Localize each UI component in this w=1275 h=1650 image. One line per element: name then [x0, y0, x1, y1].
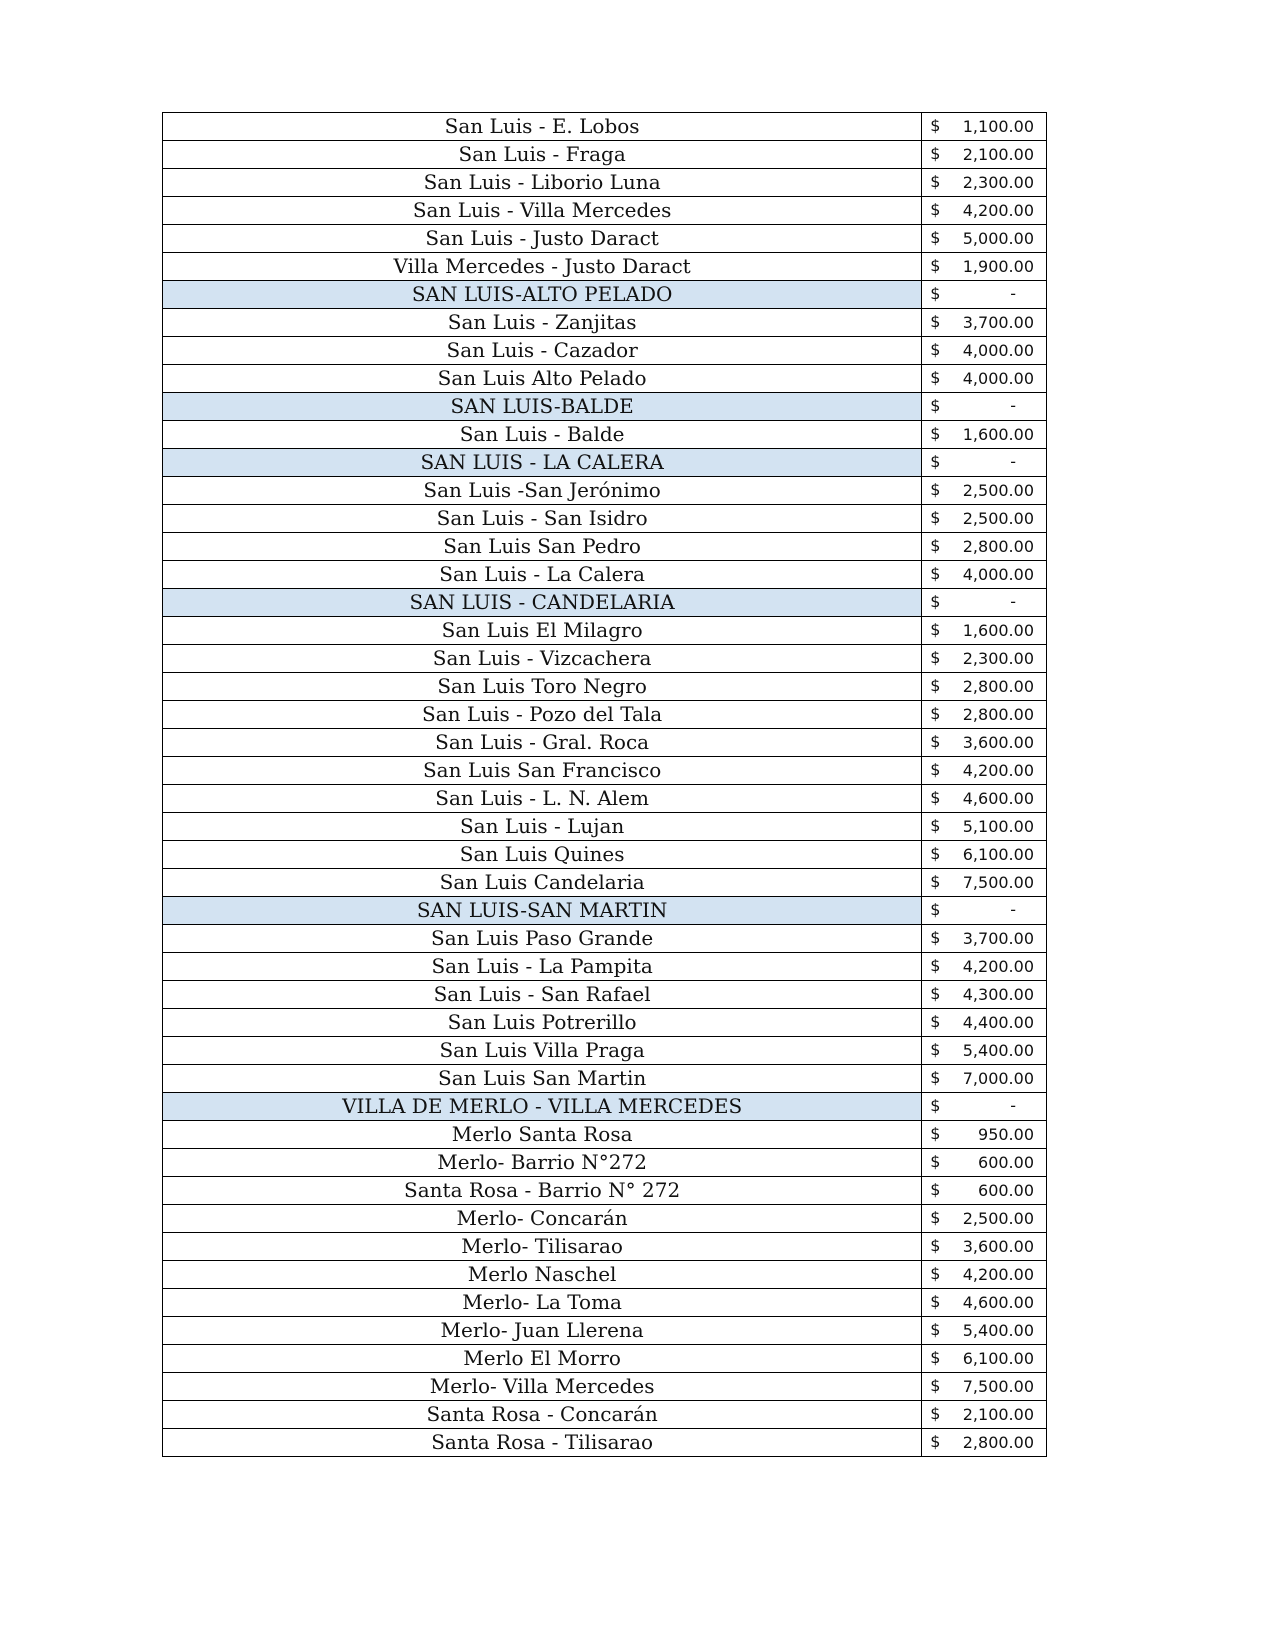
amount-value: 5,400.00 [962, 1041, 1034, 1060]
table-row [163, 1401, 1047, 1429]
amount-value: 6,100.00 [962, 1349, 1034, 1368]
currency-symbol: $ [930, 1264, 941, 1283]
fare-table [162, 112, 1047, 1457]
table-row [163, 1149, 1047, 1177]
amount-value: 5,100.00 [962, 817, 1034, 836]
section-header-cell: SAN LUIS-BALDE [163, 393, 922, 421]
amount-cell [922, 841, 1047, 869]
amount-value: 2,300.00 [962, 649, 1034, 668]
table-row [163, 785, 1047, 813]
route-cell: Merlo El Morro [163, 1345, 922, 1373]
table-row [163, 673, 1047, 701]
route-cell: San Luis - Liborio Luna [163, 169, 922, 197]
currency-symbol: $ [930, 480, 941, 499]
amount-cell [922, 225, 1047, 253]
amount-cell [922, 1429, 1047, 1457]
currency-symbol: $ [930, 1236, 941, 1255]
table-row [163, 337, 1047, 365]
table-row [163, 1345, 1047, 1373]
amount-cell [922, 1149, 1047, 1177]
section-header-cell: SAN LUIS-SAN MARTIN [163, 897, 922, 925]
currency-symbol: $ [930, 1040, 941, 1059]
currency-symbol: $ [930, 1376, 941, 1395]
currency-symbol: $ [930, 256, 941, 275]
currency-symbol: $ [930, 984, 941, 1003]
currency-symbol: $ [930, 452, 941, 471]
amount-cell [922, 1093, 1047, 1121]
amount-cell [922, 197, 1047, 225]
section-header-cell: VILLA DE MERLO - VILLA MERCEDES [163, 1093, 922, 1121]
route-cell: San Luis - Gral. Roca [163, 729, 922, 757]
currency-symbol: $ [930, 1180, 941, 1199]
route-cell: San Luis - La Calera [163, 561, 922, 589]
amount-cell [922, 1345, 1047, 1373]
currency-symbol: $ [930, 844, 941, 863]
table-row [163, 197, 1047, 225]
amount-value: 3,700.00 [962, 313, 1034, 332]
currency-symbol: $ [930, 368, 941, 387]
route-cell: Merlo- Tilisarao [163, 1233, 922, 1261]
route-cell: Merlo- Juan Llerena [163, 1317, 922, 1345]
currency-symbol: $ [930, 1012, 941, 1031]
currency-symbol: $ [930, 1096, 941, 1115]
table-row [163, 253, 1047, 281]
currency-symbol: $ [930, 508, 941, 527]
amount-cell [922, 281, 1047, 309]
currency-symbol: $ [930, 956, 941, 975]
amount-value: 1,600.00 [962, 621, 1034, 640]
amount-value: 5,000.00 [962, 229, 1034, 248]
currency-symbol: $ [930, 424, 941, 443]
table-row [163, 113, 1047, 141]
currency-symbol: $ [930, 284, 941, 303]
section-header-row [163, 897, 1047, 925]
table-row [163, 1233, 1047, 1261]
amount-value: 4,400.00 [962, 1013, 1034, 1032]
route-cell: San Luis - San Isidro [163, 505, 922, 533]
table-row [163, 1429, 1047, 1457]
table-row [163, 421, 1047, 449]
amount-cell [922, 1121, 1047, 1149]
amount-value: 2,800.00 [962, 537, 1034, 556]
route-cell: San Luis Toro Negro [163, 673, 922, 701]
amount-value: 2,100.00 [962, 145, 1034, 164]
amount-cell [922, 981, 1047, 1009]
route-cell: San Luis Candelaria [163, 869, 922, 897]
currency-symbol: $ [930, 312, 941, 331]
amount-cell [922, 729, 1047, 757]
table-row [163, 533, 1047, 561]
table-row [163, 225, 1047, 253]
amount-value: 4,000.00 [962, 369, 1034, 388]
currency-symbol: $ [930, 592, 941, 611]
amount-cell [922, 421, 1047, 449]
route-cell: San Luis -San Jerónimo [163, 477, 922, 505]
table-row [163, 813, 1047, 841]
route-cell: Santa Rosa - Barrio N° 272 [163, 1177, 922, 1205]
amount-cell [922, 869, 1047, 897]
amount-cell [922, 785, 1047, 813]
amount-value: - [1010, 284, 1016, 303]
currency-symbol: $ [930, 732, 941, 751]
amount-value: 4,300.00 [962, 985, 1034, 1004]
amount-value: 2,800.00 [962, 1433, 1034, 1452]
amount-cell [922, 113, 1047, 141]
table-row [163, 617, 1047, 645]
table-row [163, 645, 1047, 673]
amount-value: 2,300.00 [962, 173, 1034, 192]
route-cell: San Luis El Milagro [163, 617, 922, 645]
currency-symbol: $ [930, 1292, 941, 1311]
currency-symbol: $ [930, 340, 941, 359]
currency-symbol: $ [930, 536, 941, 555]
amount-cell [922, 757, 1047, 785]
route-cell: San Luis - San Rafael [163, 981, 922, 1009]
amount-value: 950.00 [978, 1125, 1034, 1144]
amount-cell [922, 813, 1047, 841]
amount-value: 1,100.00 [962, 117, 1034, 136]
route-cell: Santa Rosa - Tilisarao [163, 1429, 922, 1457]
amount-cell [922, 701, 1047, 729]
amount-value: - [1010, 452, 1016, 471]
amount-cell [922, 1289, 1047, 1317]
amount-value: 4,200.00 [962, 1265, 1034, 1284]
table-row [163, 1261, 1047, 1289]
table-row [163, 1065, 1047, 1093]
amount-value: - [1010, 1096, 1016, 1115]
table-row [163, 1121, 1047, 1149]
amount-cell [922, 1065, 1047, 1093]
amount-cell [922, 1317, 1047, 1345]
route-cell: San Luis - Villa Mercedes [163, 197, 922, 225]
amount-cell [922, 1009, 1047, 1037]
amount-cell [922, 449, 1047, 477]
amount-cell [922, 1205, 1047, 1233]
table-row [163, 1373, 1047, 1401]
table-row [163, 701, 1047, 729]
currency-symbol: $ [930, 1124, 941, 1143]
currency-symbol: $ [930, 704, 941, 723]
table-row [163, 561, 1047, 589]
currency-symbol: $ [930, 116, 941, 135]
amount-value: - [1010, 396, 1016, 415]
route-cell: Merlo- Concarán [163, 1205, 922, 1233]
table-row [163, 141, 1047, 169]
table-row [163, 953, 1047, 981]
amount-value: 2,500.00 [962, 1209, 1034, 1228]
route-cell: Merlo- Barrio N°272 [163, 1149, 922, 1177]
currency-symbol: $ [930, 564, 941, 583]
section-header-cell: SAN LUIS - CANDELARIA [163, 589, 922, 617]
currency-symbol: $ [930, 900, 941, 919]
currency-symbol: $ [930, 1068, 941, 1087]
currency-symbol: $ [930, 1348, 941, 1367]
amount-cell [922, 589, 1047, 617]
route-cell: Villa Mercedes - Justo Daract [163, 253, 922, 281]
amount-value: 1,600.00 [962, 425, 1034, 444]
amount-value: 4,200.00 [962, 761, 1034, 780]
amount-value: 2,100.00 [962, 1405, 1034, 1424]
currency-symbol: $ [930, 620, 941, 639]
table-row [163, 869, 1047, 897]
table-row [163, 477, 1047, 505]
amount-cell [922, 337, 1047, 365]
amount-value: 4,000.00 [962, 341, 1034, 360]
amount-cell [922, 617, 1047, 645]
table-row [163, 981, 1047, 1009]
amount-value: 7,500.00 [962, 1377, 1034, 1396]
route-cell: San Luis Quines [163, 841, 922, 869]
amount-cell [922, 533, 1047, 561]
route-cell: San Luis San Martin [163, 1065, 922, 1093]
route-cell: San Luis - Vizcachera [163, 645, 922, 673]
section-header-row [163, 393, 1047, 421]
amount-cell [922, 393, 1047, 421]
route-cell: San Luis - L. N. Alem [163, 785, 922, 813]
section-header-cell: SAN LUIS-ALTO PELADO [163, 281, 922, 309]
currency-symbol: $ [930, 1432, 941, 1451]
amount-value: 4,600.00 [962, 1293, 1034, 1312]
amount-cell [922, 645, 1047, 673]
route-cell: San Luis - Lujan [163, 813, 922, 841]
amount-value: 4,200.00 [962, 957, 1034, 976]
route-cell: San Luis - Pozo del Tala [163, 701, 922, 729]
table-row [163, 841, 1047, 869]
currency-symbol: $ [930, 200, 941, 219]
table-row [163, 1317, 1047, 1345]
amount-cell [922, 953, 1047, 981]
table-row [163, 1205, 1047, 1233]
table-row [163, 1009, 1047, 1037]
amount-value: 3,700.00 [962, 929, 1034, 948]
route-cell: Merlo Naschel [163, 1261, 922, 1289]
amount-cell [922, 1233, 1047, 1261]
fare-table-body [163, 113, 1047, 1457]
amount-value: 3,600.00 [962, 733, 1034, 752]
route-cell: San Luis - La Pampita [163, 953, 922, 981]
section-header-row [163, 1093, 1047, 1121]
table-row [163, 729, 1047, 757]
section-header-row [163, 449, 1047, 477]
amount-cell [922, 141, 1047, 169]
currency-symbol: $ [930, 144, 941, 163]
amount-cell [922, 477, 1047, 505]
amount-cell [922, 561, 1047, 589]
amount-value: 2,800.00 [962, 705, 1034, 724]
table-row [163, 1037, 1047, 1065]
amount-cell [922, 1401, 1047, 1429]
currency-symbol: $ [930, 872, 941, 891]
amount-value: - [1010, 900, 1016, 919]
section-header-row [163, 281, 1047, 309]
currency-symbol: $ [930, 228, 941, 247]
amount-value: 2,500.00 [962, 481, 1034, 500]
amount-value: 2,500.00 [962, 509, 1034, 528]
table-row [163, 757, 1047, 785]
route-cell: San Luis - Zanjitas [163, 309, 922, 337]
currency-symbol: $ [930, 928, 941, 947]
amount-value: 600.00 [978, 1181, 1034, 1200]
amount-cell [922, 1261, 1047, 1289]
amount-cell [922, 365, 1047, 393]
table-row [163, 1289, 1047, 1317]
amount-value: 600.00 [978, 1153, 1034, 1172]
route-cell: San Luis - E. Lobos [163, 113, 922, 141]
currency-symbol: $ [930, 1152, 941, 1171]
currency-symbol: $ [930, 1208, 941, 1227]
route-cell: San Luis Paso Grande [163, 925, 922, 953]
currency-symbol: $ [930, 172, 941, 191]
route-cell: Merlo- Villa Mercedes [163, 1373, 922, 1401]
amount-value: 7,500.00 [962, 873, 1034, 892]
route-cell: Merlo Santa Rosa [163, 1121, 922, 1149]
amount-value: 4,600.00 [962, 789, 1034, 808]
currency-symbol: $ [930, 1404, 941, 1423]
table-row [163, 309, 1047, 337]
amount-value: 3,600.00 [962, 1237, 1034, 1256]
currency-symbol: $ [930, 816, 941, 835]
route-cell: Merlo- La Toma [163, 1289, 922, 1317]
amount-cell [922, 253, 1047, 281]
route-cell: San Luis Alto Pelado [163, 365, 922, 393]
table-row [163, 925, 1047, 953]
amount-cell [922, 673, 1047, 701]
route-cell: San Luis San Francisco [163, 757, 922, 785]
amount-cell [922, 169, 1047, 197]
section-header-cell: SAN LUIS - LA CALERA [163, 449, 922, 477]
amount-value: 4,000.00 [962, 565, 1034, 584]
section-header-row [163, 589, 1047, 617]
currency-symbol: $ [930, 788, 941, 807]
amount-cell [922, 1037, 1047, 1065]
amount-cell [922, 505, 1047, 533]
amount-cell [922, 897, 1047, 925]
amount-cell [922, 925, 1047, 953]
amount-cell [922, 309, 1047, 337]
route-cell: San Luis - Fraga [163, 141, 922, 169]
amount-value: 1,900.00 [962, 257, 1034, 276]
table-row [163, 365, 1047, 393]
route-cell: San Luis - Balde [163, 421, 922, 449]
amount-value: 2,800.00 [962, 677, 1034, 696]
currency-symbol: $ [930, 760, 941, 779]
amount-cell [922, 1177, 1047, 1205]
table-row [163, 505, 1047, 533]
currency-symbol: $ [930, 396, 941, 415]
route-cell: Santa Rosa - Concarán [163, 1401, 922, 1429]
amount-value: 7,000.00 [962, 1069, 1034, 1088]
route-cell: San Luis - Justo Daract [163, 225, 922, 253]
route-cell: San Luis Villa Praga [163, 1037, 922, 1065]
currency-symbol: $ [930, 1320, 941, 1339]
table-row [163, 169, 1047, 197]
amount-value: - [1010, 592, 1016, 611]
currency-symbol: $ [930, 676, 941, 695]
amount-value: 6,100.00 [962, 845, 1034, 864]
route-cell: San Luis Potrerillo [163, 1009, 922, 1037]
table-row [163, 1177, 1047, 1205]
amount-value: 4,200.00 [962, 201, 1034, 220]
route-cell: San Luis San Pedro [163, 533, 922, 561]
currency-symbol: $ [930, 648, 941, 667]
route-cell: San Luis - Cazador [163, 337, 922, 365]
amount-value: 5,400.00 [962, 1321, 1034, 1340]
amount-cell [922, 1373, 1047, 1401]
